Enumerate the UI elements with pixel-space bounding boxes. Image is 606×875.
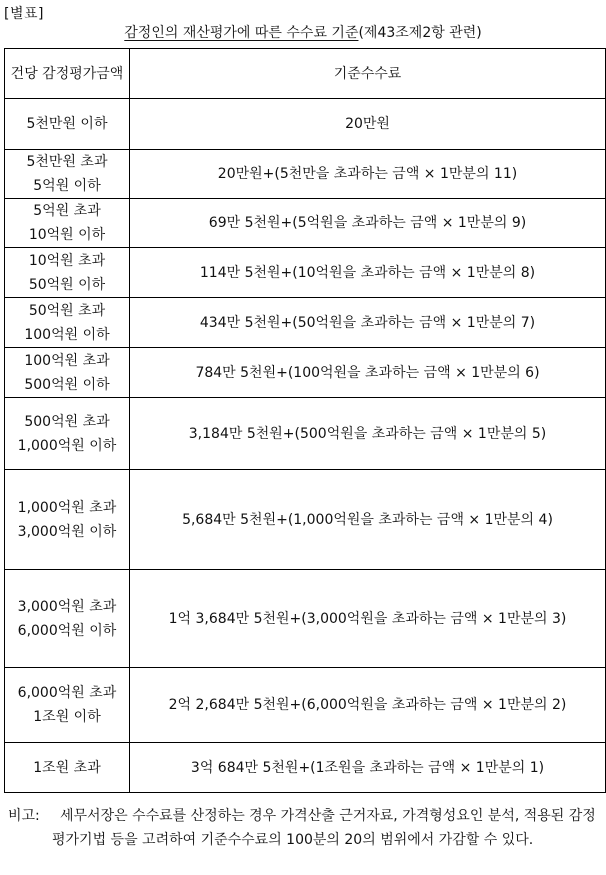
table-row: [5, 348, 606, 398]
amount-range-cell: 500억원 초과 1,000억원 이하: [5, 398, 130, 470]
table-row: [5, 99, 606, 150]
attachment-label: [별표]: [4, 6, 44, 22]
table-row: [5, 150, 606, 199]
fee-cell: 434만 5천원+(50억원을 초과하는 금액 × 1만분의 7): [130, 298, 606, 348]
amount-range-cell: 6,000억원 초과 1조원 이하: [5, 668, 130, 743]
table-row: [5, 398, 606, 470]
title-reference: (제43조제2항 관련): [358, 25, 482, 41]
fee-cell: 2억 2,684만 5천원+(6,000억원을 초과하는 금액 × 1만분의 2): [130, 668, 606, 743]
amount-range-cell: 3,000억원 초과 6,000억원 이하: [5, 570, 130, 668]
table-row: [5, 668, 606, 743]
table-row: [5, 199, 606, 248]
amount-range-cell: 1조원 초과: [5, 743, 130, 793]
remarks-text: 세무서장은 수수료를 산정하는 경우 가격산출 근거자료, 가격형성요인 분석, 적용된 감정평가기법 등을 고려하여 기준수수료의 100분의 20의 범위에서 가감할 수 있다.: [52, 808, 596, 848]
amount-range-cell: 1,000억원 초과 3,000억원 이하: [5, 470, 130, 570]
fee-cell: 1억 3,684만 5천원+(3,000억원을 초과하는 금액 × 1만분의 3): [130, 570, 606, 668]
fee-cell: 3,184만 5천원+(500억원을 초과하는 금액 × 1만분의 5): [130, 398, 606, 470]
table-row: [5, 570, 606, 668]
fee-cell: 3억 684만 5천원+(1조원을 초과하는 금액 × 1만분의 1): [130, 743, 606, 793]
remarks-note: [8, 804, 602, 852]
header-appraisal-amount: 건당 감정평가금액: [5, 49, 130, 99]
table-row: [5, 470, 606, 570]
amount-range-cell: 5억원 초과 10억원 이하: [5, 199, 130, 248]
table-row: [5, 248, 606, 298]
fee-cell: 69만 5천원+(5억원을 초과하는 금액 × 1만분의 9): [130, 199, 606, 248]
fee-cell: 20만원: [130, 99, 606, 150]
amount-range-cell: 50억원 초과 100억원 이하: [5, 298, 130, 348]
fee-cell: 784만 5천원+(100억원을 초과하는 금액 × 1만분의 6): [130, 348, 606, 398]
header-standard-fee: 기준수수료: [130, 49, 606, 99]
amount-range-cell: 5천만원 초과 5억원 이하: [5, 150, 130, 199]
amount-range-cell: 10억원 초과 50억원 이하: [5, 248, 130, 298]
amount-range-cell: 5천만원 이하: [5, 99, 130, 150]
remarks-label: 비고:: [8, 808, 40, 824]
fee-cell: 114만 5천원+(10억원을 초과하는 금액 × 1만분의 8): [130, 248, 606, 298]
table-row: [5, 743, 606, 793]
table-header-row: [5, 49, 606, 99]
title-main: 감정인의 재산평가에 따른 수수료 기준: [124, 25, 359, 41]
fee-cell: 5,684만 5천원+(1,000억원을 초과하는 금액 × 1만분의 4): [130, 470, 606, 570]
document-title: [0, 23, 606, 43]
amount-range-cell: 100억원 초과 500억원 이하: [5, 348, 130, 398]
table-row: [5, 298, 606, 348]
fee-table: [4, 48, 606, 793]
fee-cell: 20만원+(5천만을 초과하는 금액 × 1만분의 11): [130, 150, 606, 199]
